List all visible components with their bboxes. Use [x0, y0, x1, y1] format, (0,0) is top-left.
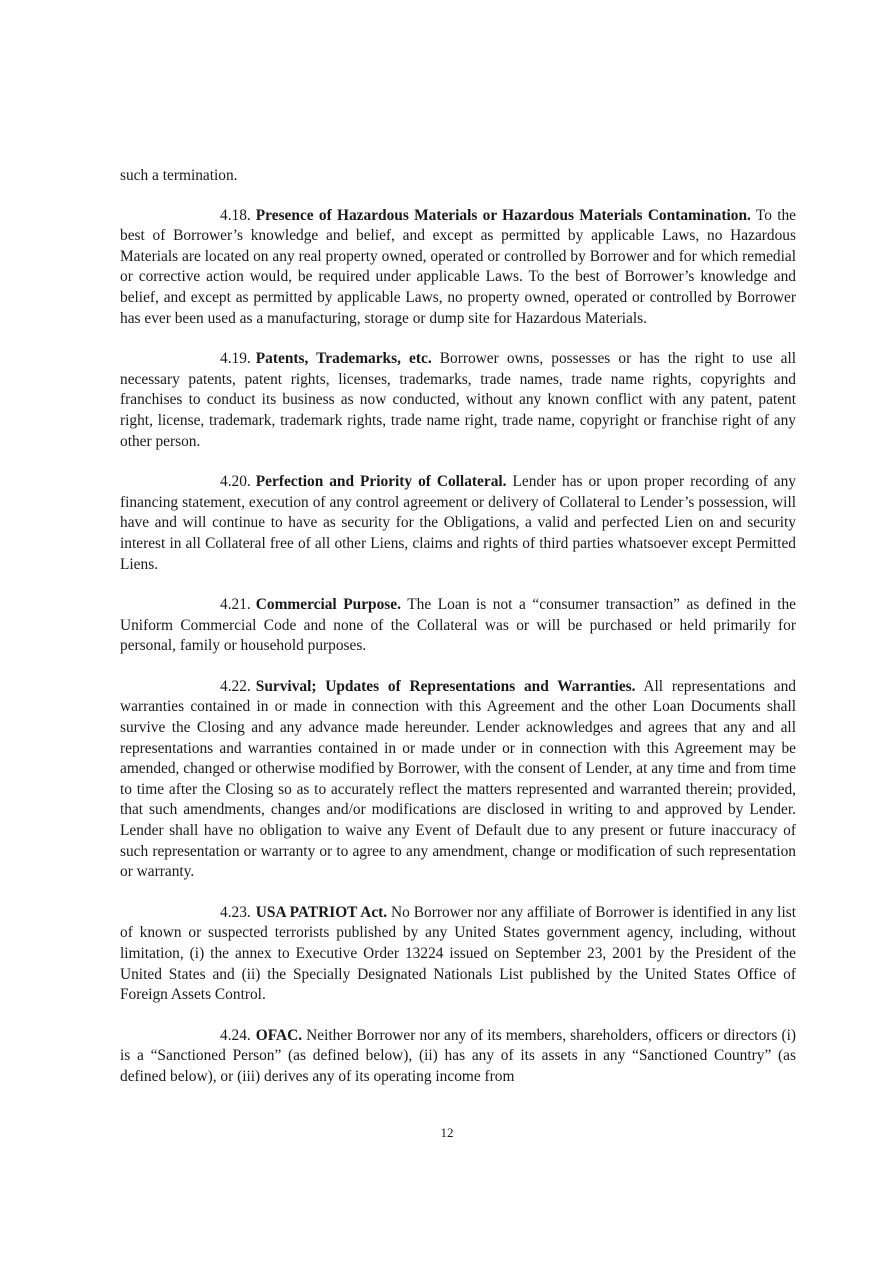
section-number: 4.23.	[220, 903, 251, 921]
section-4-24	[120, 1026, 796, 1088]
section-number: 4.24.	[220, 1026, 251, 1044]
section-number: 4.19.	[220, 350, 251, 368]
section-body: No Borrower nor any affiliate of Borrower is identified in any list of known or suspected terrorists published by any United States government agency, including, without limitation, (i) the annex to Executive Order 13224 issued on September 23, 2001 by the President of the United States and (ii) the Specially Designated Nationals List published by the United States Office of Foreign Assets Control.	[120, 903, 796, 1004]
section-title: Perfection and Priority of Collateral.	[255, 473, 507, 491]
section-number: 4.22.	[220, 677, 251, 695]
section-body: To the best of Borrower’s knowledge and belief, and except as permitted by applicable Laws, no Hazardous Materials are located on any real property owned, operated or controlled by Borrower and for which remedial or corrective action would, be required under applicable Laws. To the best of Borrower’s knowledge and belief, and except as permitted by applicable Laws, no property owned, operated or controlled by Borrower has ever been used as a manufacturing, storage or dump site for Hazardous Materials.	[120, 206, 796, 327]
section-4-19	[120, 349, 796, 452]
section-title: USA PATRIOT Act.	[255, 903, 388, 921]
section-number: 4.21.	[220, 596, 251, 614]
section-body: Borrower owns, possesses or has the right to use all necessary patents, patent rights, licenses, trademarks, trade names, trade name rights, copyrights and franchises to conduct its business as now conducted, without any known conflict with any patent, patent right, license, trademark, trademark rights, trade name right, trade name, copyright or franchise right of any other person.	[120, 350, 796, 450]
section-4-20	[120, 472, 796, 575]
section-body: Neither Borrower nor any of its members, shareholders, officers or directors (i) is a “Sanctioned Person” (as defined below), (ii) has any of its assets in any “Sanctioned Country” (as defined below), or (iii) derives any of its operating income from	[120, 1026, 796, 1085]
page-body	[120, 166, 796, 1108]
section-body: Lender has or upon proper recording of any financing statement, execution of any control agreement or delivery of Collateral to Lender’s possession, will have and will continue to have as security for the Obligations, a valid and perfected Lien on and security interest in all Collateral free of all other Liens, claims and rights of third parties whatsoever except Permitted Liens.	[120, 473, 796, 573]
section-body: All representations and warranties contained in or made in connection with this Agreement and the other Loan Documents shall survive the Closing and any advance made hereunder. Lender acknowledges and agrees that any and all representations and warranties contained in or made under or in connection with this Agreement may be amended, changed or otherwise modified by Borrower, with the consent of Lender, at any time and from time to time after the Closing so as to accurately reflect the matters represented and warranted therein; provided, that such amendments, changes and/or modifications are disclosed in writing to and approved by Lender. Lender shall have no obligation to waive any Event of Default due to any present or future inaccuracy of such representation or warranty or to agree to any amendment, change or modification of such representation or warranty.	[120, 677, 796, 881]
section-title: Survival; Updates of Representations and Warranties.	[255, 677, 636, 695]
page-number: 12	[440, 1125, 454, 1140]
section-4-21	[120, 595, 796, 657]
section-4-18	[120, 206, 796, 330]
continuation-text: such a termination.	[120, 167, 238, 184]
section-body: The Loan is not a “consumer transaction” as defined in the Uniform Commercial Code and none of the Collateral was or will be purchased or held primarily for personal, family or household purposes.	[120, 596, 796, 655]
section-title: Commercial Purpose.	[255, 596, 401, 614]
section-4-22	[120, 677, 796, 883]
section-title: OFAC.	[255, 1026, 303, 1044]
section-title: Presence of Hazardous Materials or Hazardous Materials Contamination.	[255, 206, 751, 224]
section-number: 4.18.	[220, 206, 251, 224]
section-title: Patents, Trademarks, etc.	[255, 350, 432, 368]
section-4-23	[120, 903, 796, 1006]
section-number: 4.20.	[220, 473, 251, 491]
